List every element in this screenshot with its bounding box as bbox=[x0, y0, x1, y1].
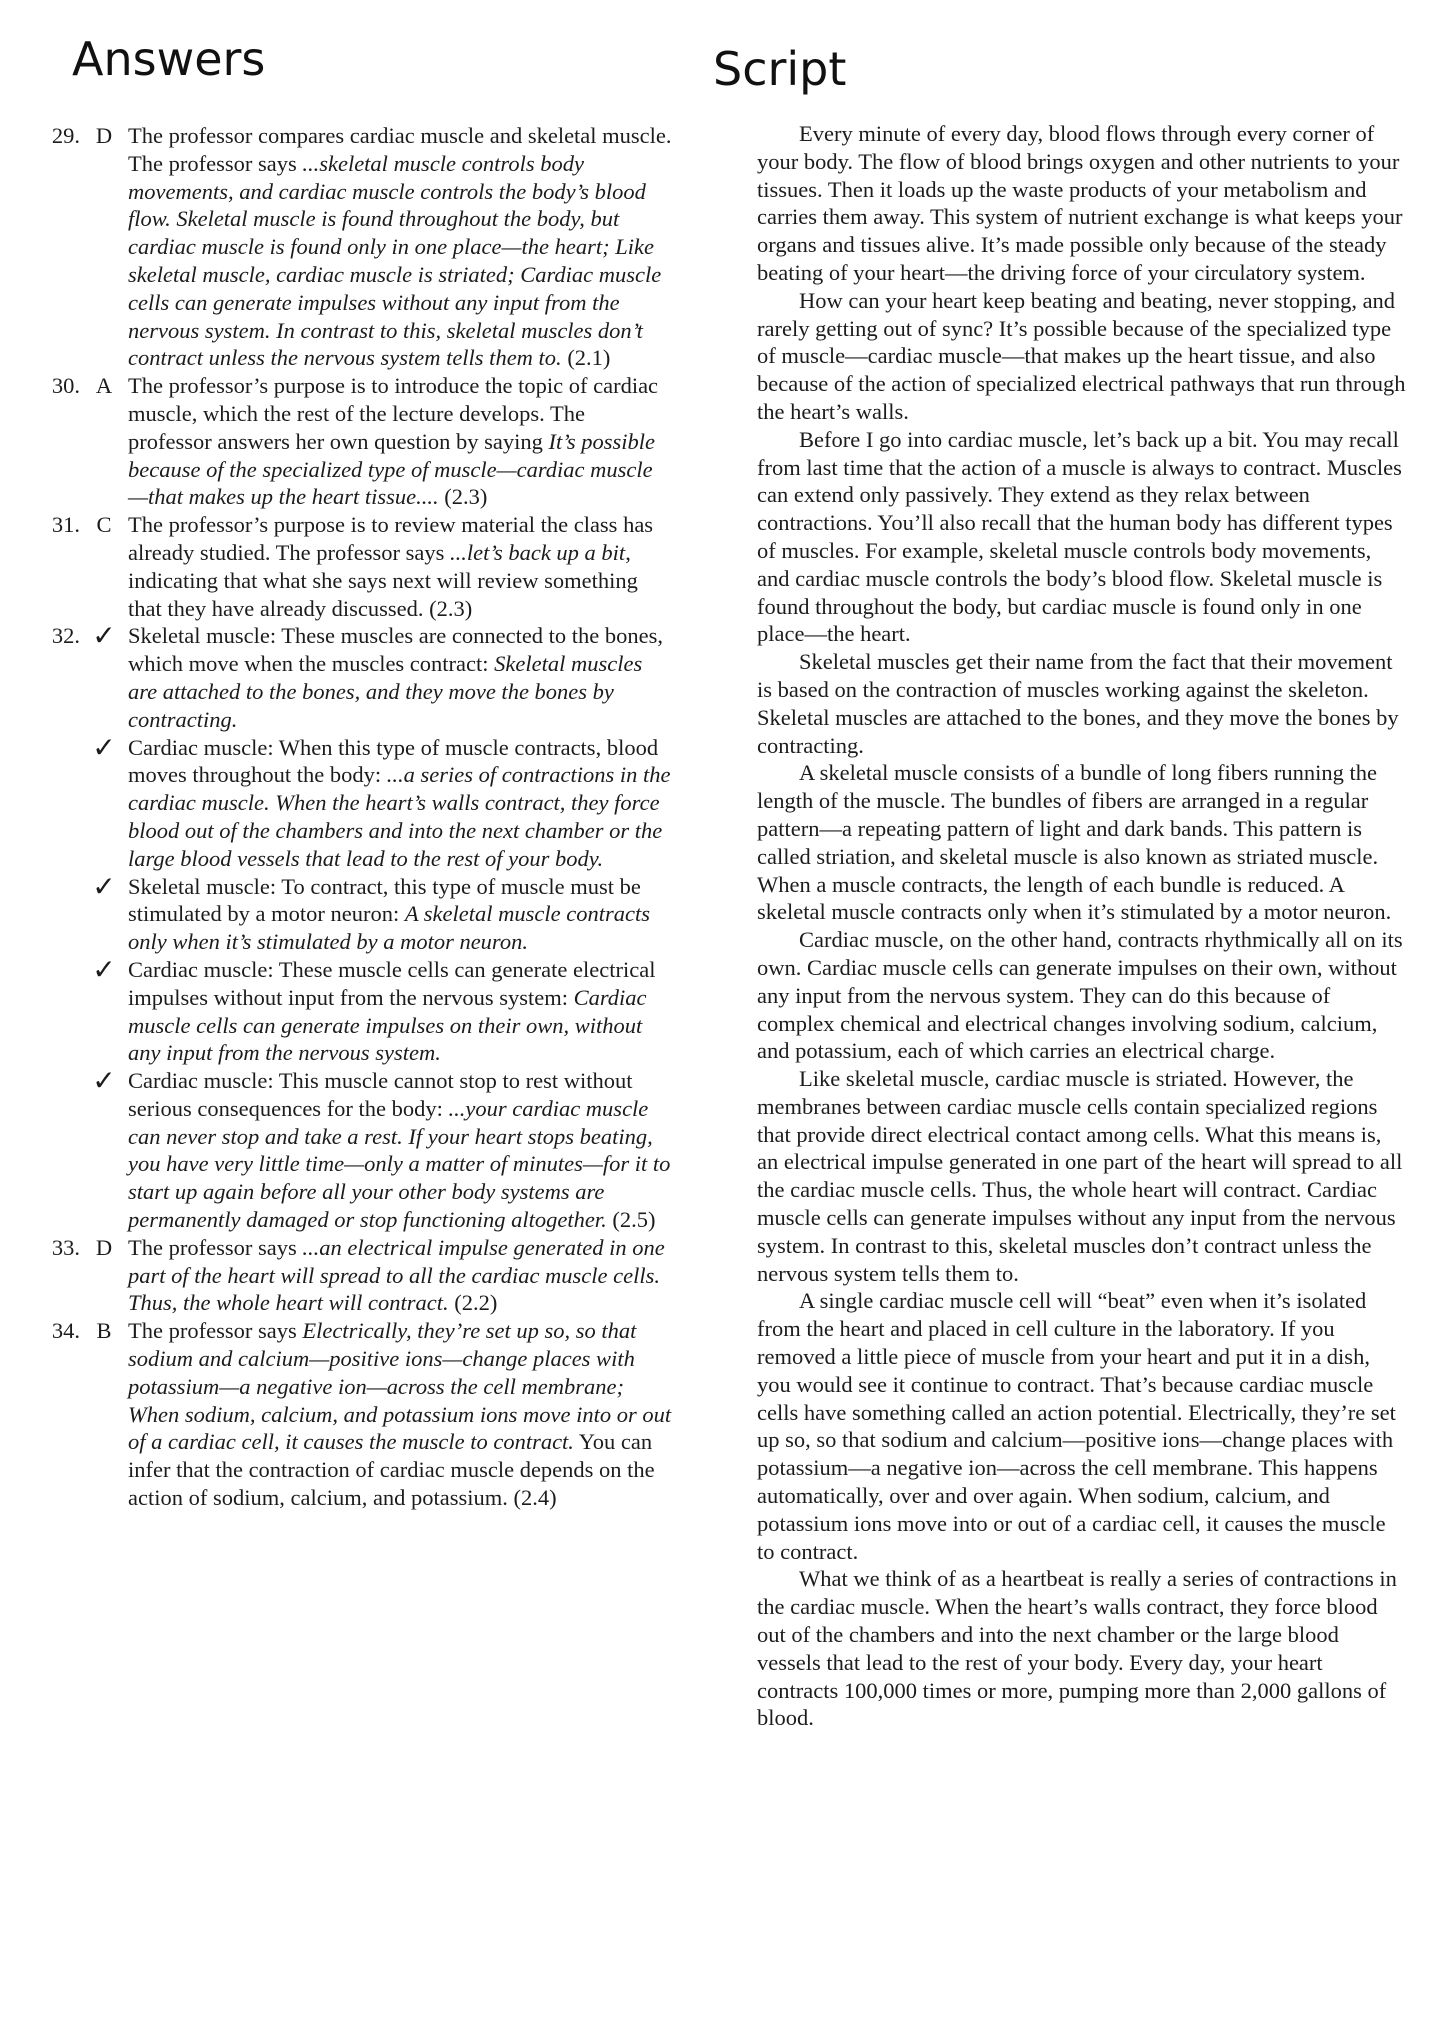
answer-check-item bbox=[22, 619, 672, 733]
answer-letter: B bbox=[96, 1318, 112, 1344]
answer-explanation bbox=[128, 734, 672, 873]
answer-explanation bbox=[128, 622, 672, 733]
script-paragraph: Skeletal muscles get their name from the fact that their movement is based on the contraction of muscles working against the skeleton. Skeletal muscles are attached to the bones, and they move the bones by contracting. bbox=[757, 649, 1399, 758]
answer-explanation bbox=[128, 372, 672, 511]
question-number: 30. bbox=[51, 373, 80, 399]
answer-item bbox=[22, 1234, 672, 1317]
answer-text: The professor says bbox=[128, 1234, 303, 1260]
answer-item bbox=[22, 1317, 672, 1512]
answer-explanation bbox=[128, 1067, 672, 1234]
script-paragraph: A skeletal muscle consists of a bundle of long fibers running the length of the muscle. The bundles of fibers are arranged in a regular pattern—a repeating pattern of light and dark bands. This pattern is called striation, and skeletal muscle is also known as striated muscle. When a muscle contracts, the length of each bundle is reduced. A skeletal muscle contracts only when it’s stimulated by a motor neuron. bbox=[757, 760, 1392, 925]
script-column bbox=[757, 120, 1407, 1732]
check-mark-icon: ✓ bbox=[92, 730, 116, 764]
answer-item bbox=[22, 122, 672, 372]
script-paragraph: A single cardiac muscle cell will “beat” even when it’s isolated from the heart and placed in cell culture in the laboratory. If you removed a little piece of muscle from your heart and put it in a dish, you would see it continue to contract. That’s because cardiac muscle cells have something called an action potential. Electrically, they’re set up so, so that sodium and calcium—positive ions—change places with potassium—a negative ion—across the cell membrane. This happens automatically, over and over again. When sodium, calcium, and potassium ions move into or out of a cardiac cell, it causes the muscle to contract. bbox=[757, 1288, 1396, 1564]
quoted-text: ...let’s back up a bit bbox=[450, 539, 626, 565]
answer-letter: D bbox=[95, 123, 113, 148]
quoted-text: ...skeletal muscle controls body movements, and cardiac muscle controls the body’s blood flow. Skeletal muscle is found throughout the body, but cardiac muscle is found only in one place—the heart; Like skeletal muscle, cardiac muscle is striated; Cardiac muscle cells can generate impulses without any input from the nervous system. In contrast to this, skeletal muscles don’t contract unless the nervous system tells them to. bbox=[128, 150, 662, 371]
script-paragraph: Cardiac muscle, on the other hand, contracts rhythmically all on its own. Cardiac muscle cells can generate impulses on their own, without any input from the nervous system. They can do this because of complex chemical and electrical changes involving sodium, calcium, and potassium, each of which carries an electrical charge. bbox=[757, 927, 1403, 1064]
answers-column bbox=[22, 122, 672, 1512]
answer-explanation bbox=[128, 873, 672, 956]
answer-text: The professor says bbox=[128, 1318, 303, 1344]
script-paragraph: Every minute of every day, blood flows through every corner of your body. The flow of blood brings oxygen and other nutrients to your tissues. Then it loads up the waste products of your metabolism and carries them away. This system of nutrient exchange is what keeps your organs and tissues alive. It’s made possible only because of the steady beating of your heart—the driving force of your circulatory system. bbox=[757, 121, 1403, 285]
answer-text: , indicating that what she says next will review something that they have already discussed. (2.3) bbox=[128, 539, 638, 621]
answer-text: (2.5) bbox=[606, 1207, 656, 1233]
check-mark-icon: ✓ bbox=[92, 869, 116, 903]
question-number: 34. bbox=[51, 1318, 80, 1344]
check-mark-icon: ✓ bbox=[92, 1064, 116, 1098]
answer-text: Cardiac muscle: These muscle cells can generate electrical impulses without input from the nervous system: bbox=[128, 956, 656, 1010]
question-number: 32. bbox=[51, 623, 80, 649]
answer-check-item bbox=[22, 869, 672, 956]
answer-check-item bbox=[22, 1064, 672, 1234]
answer-text: The professor’s purpose is to review material the class has already studied. The professor says bbox=[128, 512, 654, 565]
answer-explanation bbox=[128, 1234, 672, 1317]
answer-explanation bbox=[128, 1317, 672, 1512]
answer-letter: C bbox=[96, 512, 112, 538]
question-number: 33. bbox=[51, 1234, 80, 1260]
script-paragraph: Before I go into cardiac muscle, let’s back up a bit. You may recall from last time that the action of a muscle is always to contract. Muscles can extend only passively. They extend as they relax between contractions. You’ll also recall that the human body has different types of muscles. For example, skeletal muscle controls body movements, and cardiac muscle controls the body’s blood flow. Skeletal muscle is found throughout the body, but cardiac muscle is found only in one place—the heart. bbox=[757, 426, 1402, 647]
answer-item bbox=[22, 372, 672, 511]
answer-item bbox=[22, 511, 672, 622]
answer-text: Skeletal muscle: To contract, this type of muscle must be stimulated by a motor neuron: bbox=[128, 873, 641, 927]
quoted-text: Cardiac muscle cells can generate impulses on their own, without any input from the nervous system. bbox=[128, 984, 647, 1066]
answer-check-item bbox=[22, 952, 672, 1067]
script-heading: Script bbox=[713, 42, 847, 96]
answer-text: Cardiac muscle: When this type of muscle contracts, blood moves throughout the body: bbox=[128, 734, 659, 788]
question-number: 29. bbox=[51, 123, 80, 148]
script-paragraph: How can your heart keep beating and beating, never stopping, and rarely getting out of sync? It’s possible because of the specialized type of muscle—cardiac muscle—that makes up the heart tissue, and also because of the action of specialized electrical pathways that run through the heart’s walls. bbox=[757, 287, 1406, 424]
check-mark-icon: ✓ bbox=[92, 619, 116, 653]
quoted-text: It’s possible because of the specialized type of muscle—cardiac muscle—that makes up the heart tissue.... bbox=[128, 428, 656, 510]
answer-check-item bbox=[22, 730, 672, 873]
quoted-text: Electrically, they’re set up so, so that sodium and calcium—positive ions—change places with potassium—a negative ion—across the cell membrane; When sodium, calcium, and potassium ions move into or out of a cardiac cell, it causes the muscle to contract. bbox=[128, 1318, 672, 1455]
answer-explanation bbox=[128, 122, 672, 372]
answer-text: (2.2) bbox=[448, 1290, 498, 1316]
answer-text: You can infer that the contraction of cardiac muscle depends on the action of sodium, calcium, and potassium. (2.4) bbox=[128, 1429, 655, 1511]
answer-text: Cardiac muscle: This muscle cannot stop to rest without serious consequences for the body: bbox=[128, 1068, 633, 1121]
quoted-text: ...your cardiac muscle can never stop and take a rest. If your heart stops beating, you have very little time—only a matter of minutes—for it to start up again before all your other body systems are permanently damaged or stop functioning altogether. bbox=[128, 1095, 671, 1233]
answer-letter: D bbox=[95, 1234, 113, 1260]
answer-text: The professor’s purpose is to introduce the topic of cardiac muscle, which the rest of the lecture develops. The professor answers her own question by saying bbox=[128, 373, 659, 454]
quoted-text: A skeletal muscle contracts only when it’s stimulated by a motor neuron. bbox=[128, 901, 650, 955]
script-paragraph: What we think of as a heartbeat is really a series of contractions in the cardiac muscle. When the heart’s walls contract, they force blood out of the chambers and into the next chamber or the large blood vessels that lead to the rest of your body. Every day, your heart contracts 100,000 times or more, pumping more than 2,000 gallons of blood. bbox=[757, 1566, 1397, 1731]
script-paragraph: Like skeletal muscle, cardiac muscle is striated. However, the membranes between cardiac muscle cells contain specialized regions that provide direct electrical contact among cells. What this means is, an electrical impulse generated in one part of the heart will spread to all the cardiac muscle cells. Thus, the whole heart will contract. Cardiac muscle cells can generate impulses without any input from the nervous system. In contrast to this, skeletal muscles don’t contract unless the nervous system tells them to. bbox=[757, 1066, 1403, 1286]
answer-text: (2.1) bbox=[561, 345, 611, 371]
answer-explanation bbox=[128, 956, 672, 1067]
answer-explanation bbox=[128, 511, 672, 622]
answer-text: The professor compares cardiac muscle and skeletal muscle. The professor says bbox=[128, 123, 672, 176]
question-number: 31. bbox=[51, 512, 80, 538]
answers-heading: Answers bbox=[72, 32, 266, 86]
quoted-text: ...a series of contractions in the cardiac muscle. When the heart’s walls contract, they force blood out of the chambers and into the next chamber or the large blood vessels that lead to the rest of your body. bbox=[128, 762, 671, 871]
check-mark-icon: ✓ bbox=[92, 952, 116, 986]
answer-text: Skeletal muscle: These muscles are connected to the bones, which move when the muscles contract: bbox=[128, 623, 664, 677]
quoted-text: Skeletal muscles are attached to the bones, and they move the bones by contracting. bbox=[128, 651, 643, 732]
answer-letter: A bbox=[95, 373, 113, 399]
quoted-text: ...an electrical impulse generated in one part of the heart will spread to all the cardiac muscle cells. Thus, the whole heart will contract. bbox=[128, 1234, 665, 1316]
answer-text: (2.3) bbox=[438, 484, 488, 510]
cutoff-text-fragment bbox=[330, 100, 580, 106]
